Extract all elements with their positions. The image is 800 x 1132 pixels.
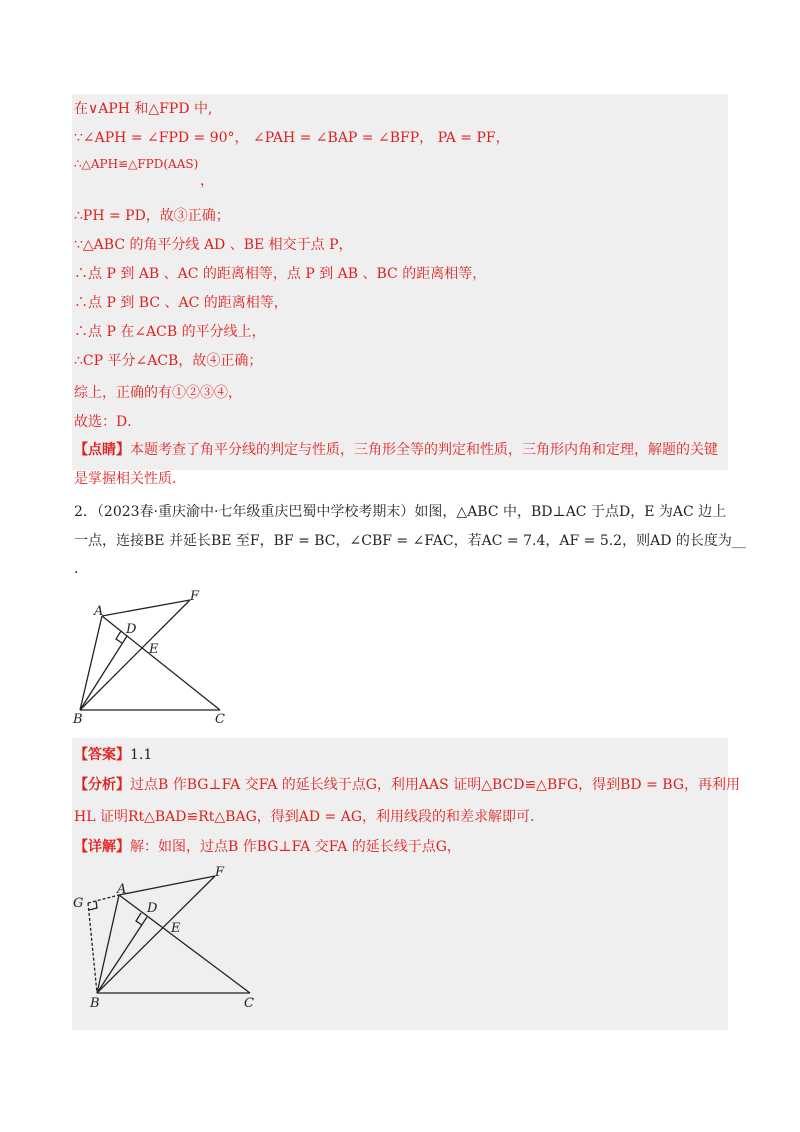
label-d: D — [126, 622, 137, 637]
analysis-tag: 【分析】 — [74, 777, 130, 793]
right-angle-mark-d — [136, 913, 142, 925]
answer-tag: 【答案】 — [74, 747, 130, 763]
right-angle-mark — [116, 631, 122, 643]
segment-bd — [80, 636, 127, 710]
detail-tag: 【详解】 — [74, 839, 130, 855]
comment-line-1 — [74, 441, 718, 459]
label-f: F — [190, 589, 200, 604]
solution-line-10: ∴CP 平分∠ACB，故④正确； — [74, 353, 263, 369]
segment-bd — [97, 917, 147, 993]
solution-line-8: ∴点 P 到 BC 、AC 的距离相等， — [74, 295, 288, 311]
solution-line-7: ∴点 P 到 AB 、AC 的距离相等，点 P 到 AB 、BC 的距离相等， — [74, 266, 487, 282]
analysis-line-1 — [74, 776, 740, 794]
segment-ga — [88, 895, 119, 903]
segment-ab — [97, 895, 119, 993]
label-e: E — [171, 921, 181, 936]
comment-line-2: 是掌握相关性质． — [74, 471, 186, 487]
analysis-line-2: HL 证明Rt△BAD≌Rt△BAG，得到AD = AG，利用线段的和差求解即可. — [74, 809, 535, 825]
figure-1 — [70, 585, 240, 725]
label-g: G — [73, 896, 84, 911]
analysis-text-1: 过点B 作BG⊥FA 交FA 的延长线于点G，利用AAS 证明△BCD≌△BFG，得到BD = BG，再利用 — [130, 777, 741, 793]
segment-ac — [102, 616, 220, 710]
label-d: D — [147, 901, 158, 916]
label-a: A — [94, 604, 104, 619]
answer-value: 1.1 — [130, 747, 153, 763]
detail-text: 解：如图，过点B 作BG⊥FA 交FA 的延长线于点G， — [130, 839, 461, 855]
solution-line-3: ∴△APH≌△FPD(AAS) — [74, 157, 199, 171]
answer-line — [74, 746, 152, 764]
segment-ab — [80, 616, 102, 710]
solution-line-2: ∵∠APH = ∠FPD = 90°， ∠PAH = ∠BAP = ∠BFP， PA = PF， — [74, 130, 510, 146]
solution-line-4: ， — [200, 173, 214, 189]
solution-line-12: 故选：D． — [74, 414, 142, 430]
label-b: B — [90, 996, 100, 1011]
label-f: F — [215, 865, 225, 880]
figure-2 — [70, 862, 270, 1014]
label-a: A — [117, 882, 127, 897]
comment-tag: 【点睛】 — [74, 442, 130, 458]
detail-line — [74, 838, 461, 856]
solution-line-1: 在∨APH 和△FPD 中, — [74, 101, 213, 117]
question-line-1: 2．（2023春·重庆渝中·七年级重庆巴蜀中学校考期末）如图，△ABC 中，BD⊥AC 于点D，E 为AC 边上 — [74, 504, 727, 520]
label-c: C — [244, 996, 254, 1011]
segment-af — [119, 876, 215, 895]
solution-line-11: 综上，正确的有①②③④， — [74, 385, 242, 401]
segment-gb — [88, 903, 97, 993]
label-c: C — [215, 712, 225, 725]
solution-line-9: ∴点 P 在∠ACB 的平分线上， — [74, 324, 266, 340]
question-line-3: . — [74, 561, 79, 577]
label-e: E — [149, 642, 159, 657]
segment-bf — [97, 876, 215, 993]
question-line-2: 一点，连接BE 并延长BE 至F，BF = BC，∠CBF = ∠FAC，若AC = 7.4，AF = 5.2，则AD 的长度为__ — [74, 533, 746, 549]
segment-ac — [119, 895, 250, 993]
solution-line-6: ∵△ABC 的角平分线 AD 、BE 相交于点 P， — [74, 237, 353, 253]
comment-text-1: 本题考查了角平分线的判定与性质，三角形全等的判定和性质，三角形内角和定理，解题的关键 — [130, 442, 718, 458]
solution-line-5: ∴PH = PD，故③正确； — [74, 208, 230, 224]
label-b: B — [73, 712, 83, 725]
